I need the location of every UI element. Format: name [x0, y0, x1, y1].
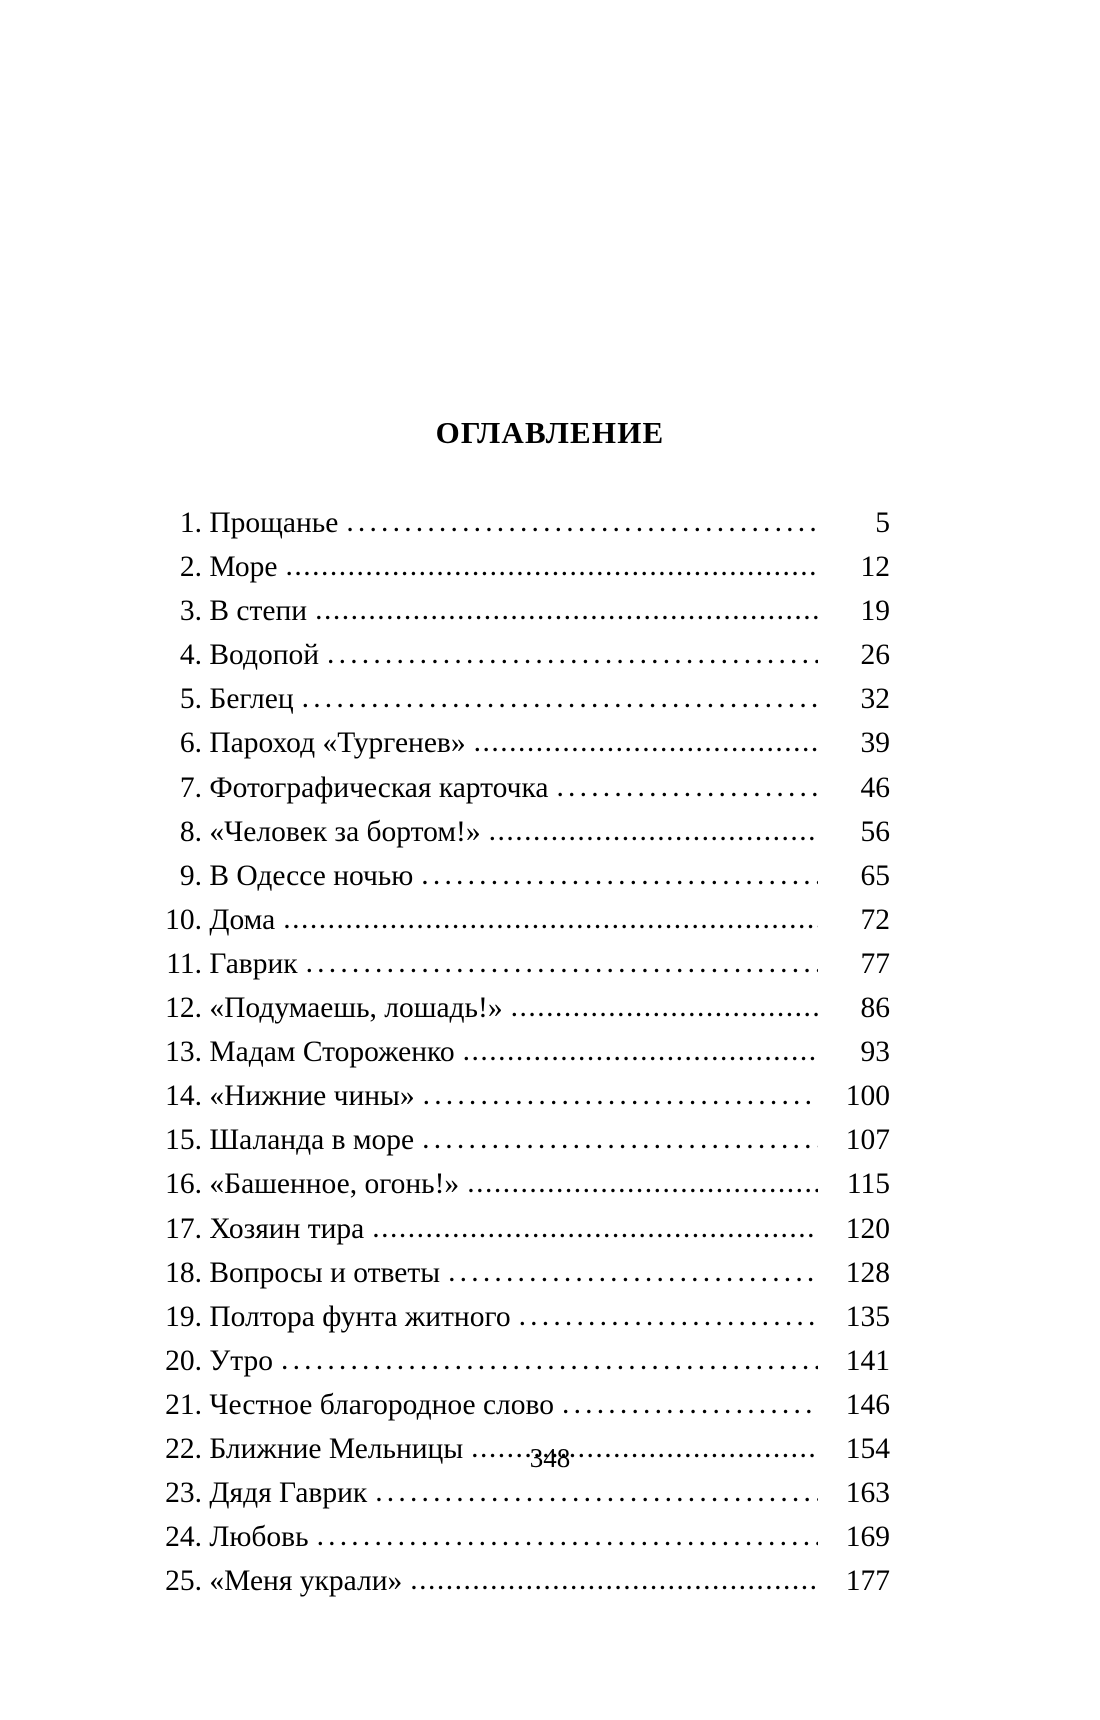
toc-entry-title: Шаланда в море	[209, 1124, 415, 1157]
toc-entry-title: Мадам Стороженко	[209, 1036, 455, 1069]
toc-entry[interactable]	[148, 677, 890, 721]
toc-entry-title: Утро	[209, 1344, 274, 1377]
toc-entry-title: В степи	[209, 595, 308, 628]
toc-leader-dots	[302, 676, 818, 720]
toc-entry-number: 19.	[165, 1300, 202, 1333]
toc-entry-title: «Подумаешь, лошадь!»	[209, 992, 503, 1025]
toc-entry-number: 14.	[165, 1080, 202, 1113]
toc-leader-dots	[448, 1250, 818, 1294]
toc-entry[interactable]	[148, 501, 890, 545]
toc-entry[interactable]	[148, 1471, 890, 1515]
toc-entry-title: Ближние Мельницы	[209, 1432, 464, 1465]
toc-entry-title: Беглец	[209, 683, 294, 716]
toc-entry-page-number: 163	[845, 1477, 890, 1510]
toc-entry-page-number: 169	[845, 1521, 890, 1554]
toc-leader-dots	[372, 1206, 818, 1250]
toc-entry[interactable]	[148, 1515, 890, 1559]
toc-leader-dots	[375, 1470, 818, 1514]
toc-leader-dots	[519, 1294, 818, 1338]
toc-entry-page-number: 141	[845, 1344, 890, 1377]
toc-entry-number: 11.	[166, 947, 202, 980]
toc-leader-dots	[467, 1161, 818, 1205]
toc-entry-page-number: 46	[860, 771, 890, 804]
toc-entry[interactable]	[148, 1074, 890, 1118]
toc-entry-number: 2.	[179, 551, 202, 584]
toc-entry-number: 8.	[179, 815, 202, 848]
toc-entry-page-number: 86	[860, 992, 890, 1025]
toc-entry-page-number: 5	[875, 507, 890, 539]
toc-entry-number: 24.	[165, 1521, 202, 1554]
toc-leader-dots	[283, 897, 818, 941]
toc-entry[interactable]	[148, 633, 890, 677]
toc-entry-page-number: 93	[860, 1036, 890, 1069]
toc-entry-title: Море	[209, 551, 278, 584]
toc-entry[interactable]	[148, 721, 890, 765]
toc-entry[interactable]	[148, 810, 890, 854]
toc-entry-number: 5.	[179, 683, 202, 716]
toc-entry[interactable]	[148, 1295, 890, 1339]
toc-entry[interactable]	[148, 766, 890, 810]
toc-entry-title: «Нижние чины»	[209, 1080, 415, 1113]
toc-entry[interactable]	[148, 1339, 890, 1383]
toc-entry-number: 12.	[165, 992, 202, 1025]
toc-entry-title: Вопросы и ответы	[209, 1256, 441, 1289]
toc-entry[interactable]	[148, 898, 890, 942]
toc-entry-page-number: 39	[860, 727, 890, 760]
toc-entry-page-number: 26	[860, 639, 890, 672]
toc-entry[interactable]	[148, 1251, 890, 1295]
toc-leader-dots	[474, 720, 818, 764]
toc-entry[interactable]	[148, 1383, 890, 1427]
toc-leader-dots	[285, 544, 818, 588]
toc-entry-title: «Меня украли»	[209, 1565, 403, 1598]
toc-entry-number: 1.	[179, 507, 202, 539]
toc-entry-page-number: 107	[845, 1124, 890, 1157]
toc-leader-dots	[422, 1117, 818, 1161]
toc-entry-number: 7.	[179, 771, 202, 804]
toc-entry-page-number: 146	[845, 1388, 890, 1421]
toc-leader-dots	[556, 765, 818, 809]
toc-entry[interactable]	[148, 1118, 890, 1162]
toc-entry-number: 13.	[165, 1036, 202, 1069]
toc-entry-page-number: 72	[860, 903, 890, 936]
toc-entry[interactable]	[148, 1207, 890, 1251]
toc-leader-dots	[562, 1382, 818, 1426]
toc-entry-title: Прощанье	[209, 507, 339, 539]
toc-entry-number: 25.	[165, 1565, 202, 1598]
toc-entry-number: 16.	[165, 1168, 202, 1201]
toc-entry-page-number: 77	[860, 947, 890, 980]
toc-leader-dots	[423, 1073, 818, 1117]
toc-leader-dots	[463, 1029, 818, 1073]
toc-entry-number: 15.	[165, 1124, 202, 1157]
toc-entry-number: 4.	[179, 639, 202, 672]
toc-entry-page-number: 65	[860, 859, 890, 892]
toc-entry-page-number: 12	[860, 551, 890, 584]
toc-entry-number: 9.	[179, 859, 202, 892]
toc-entry-number: 22.	[165, 1432, 202, 1465]
toc-entry[interactable]	[148, 854, 890, 898]
toc-entry-title: Дядя Гаврик	[209, 1477, 368, 1510]
toc-entry-title: Полтора фунта житного	[209, 1300, 511, 1333]
toc-entry[interactable]	[148, 545, 890, 589]
toc-entry[interactable]	[148, 1559, 890, 1603]
toc-entry-number: 18.	[165, 1256, 202, 1289]
toc-entry-number: 17.	[165, 1212, 202, 1245]
toc-entry-number: 21.	[165, 1388, 202, 1421]
toc-entry-page-number: 32	[860, 683, 890, 716]
toc-entry-page-number: 56	[860, 815, 890, 848]
toc-entry-title: Водопой	[209, 639, 320, 672]
toc-entry-title: Дома	[209, 903, 276, 936]
toc-entry[interactable]	[148, 1162, 890, 1206]
toc-entry-page-number: 19	[860, 595, 890, 628]
page-folio-number: 348	[529, 1443, 571, 1473]
toc-entry-title: Фотографическая карточка	[209, 771, 549, 804]
toc-entry-page-number: 115	[846, 1168, 890, 1201]
table-of-contents-list	[148, 501, 890, 1603]
toc-entry-number: 10.	[165, 903, 202, 936]
toc-leader-dots	[511, 985, 818, 1029]
toc-entry-title: Честное благородное слово	[209, 1388, 554, 1421]
toc-entry-title: В Одессе ночью	[209, 859, 414, 892]
toc-entry-title: Пароход «Тургенев»	[209, 727, 466, 760]
toc-entry-number: 23.	[165, 1477, 202, 1510]
toc-leader-dots	[346, 500, 818, 544]
toc-entry[interactable]	[148, 1030, 890, 1074]
toc-entry-page-number: 177	[845, 1565, 890, 1598]
toc-leader-dots	[410, 1558, 818, 1602]
toc-leader-dots	[489, 809, 818, 853]
toc-entry-number: 6.	[179, 727, 202, 760]
toc-entry-title: Хозяин тира	[209, 1212, 365, 1245]
toc-leader-dots	[327, 632, 818, 676]
toc-leader-dots	[281, 1338, 818, 1382]
toc-leader-dots	[306, 941, 818, 985]
toc-leader-dots	[421, 853, 818, 897]
page-title: ОГЛАВЛЕНИЕ	[435, 415, 665, 450]
toc-entry[interactable]	[148, 942, 890, 986]
toc-entry[interactable]	[148, 589, 890, 633]
toc-entry-title: Гаврик	[209, 947, 298, 980]
toc-entry-number: 3.	[179, 595, 202, 628]
toc-entry-title: Любовь	[209, 1521, 309, 1554]
toc-leader-dots	[317, 1514, 818, 1558]
toc-entry-number: 20.	[165, 1344, 202, 1377]
toc-entry-title: «Башенное, огонь!»	[209, 1168, 460, 1201]
toc-entry-page-number: 154	[845, 1432, 890, 1465]
toc-entry-page-number: 128	[845, 1256, 890, 1289]
toc-leader-dots	[315, 588, 818, 632]
toc-entry[interactable]	[148, 986, 890, 1030]
toc-entry-title: «Человек за бортом!»	[209, 815, 481, 848]
toc-entry-page-number: 100	[845, 1080, 890, 1113]
toc-entry-page-number: 135	[845, 1300, 890, 1333]
toc-entry-page-number: 120	[845, 1212, 890, 1245]
